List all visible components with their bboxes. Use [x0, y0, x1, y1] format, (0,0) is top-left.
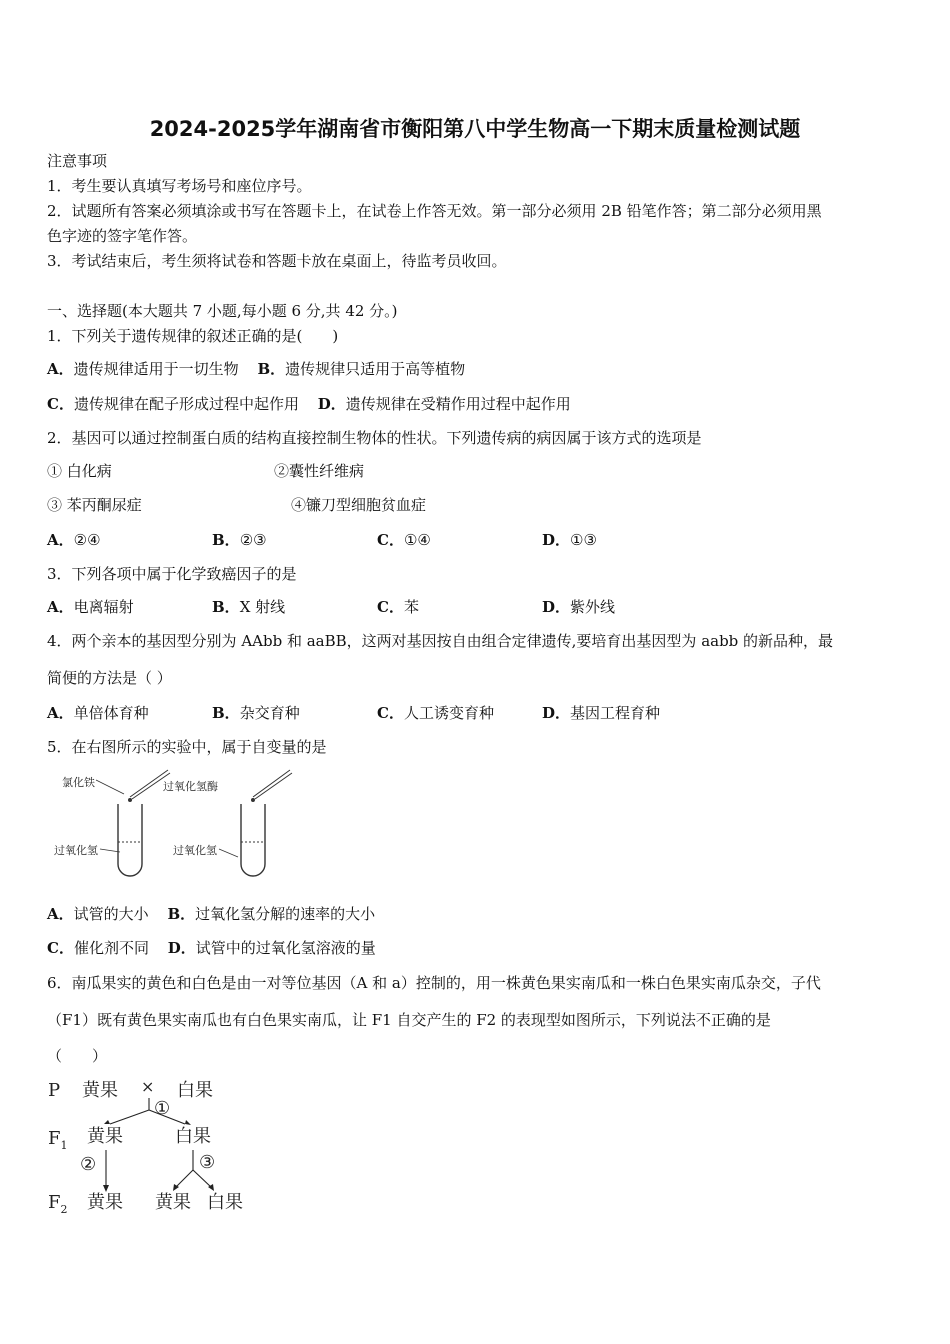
label-peroxide-right: 过氧化氢 — [173, 844, 217, 857]
f1-yellow-fruit: 黄果 — [87, 1126, 123, 1147]
option-text: 紫外线 — [570, 598, 616, 616]
leader-line — [96, 780, 124, 794]
label-ferric-chloride: 氯化铁 — [62, 776, 95, 789]
test-tube-figure — [48, 764, 308, 884]
q3-option-b — [212, 597, 285, 617]
option-letter-c: C． — [47, 939, 74, 957]
notice-item-2: 2．试题所有答案必须填涂或书写在答题卡上，在试卷上作答无效。第一部分必须用 2B 铅笔作答；第二部分必须用黑 — [47, 202, 822, 220]
option-letter-d: D． — [542, 704, 571, 722]
option-letter-a: A． — [47, 360, 74, 378]
q5-options-row-1 — [47, 904, 375, 924]
q5-option-b: 过氧化氢分解的速率的大小 — [195, 905, 376, 923]
question-5 — [47, 737, 327, 757]
question-stem: 下列各项中属于化学致癌因子的是 — [71, 565, 297, 583]
option-letter-d: D． — [317, 395, 346, 413]
q1-option-d: 遗传规律在受精作用过程中起作用 — [345, 395, 571, 413]
option-letter-a: A． — [47, 905, 74, 923]
arrowhead-icon — [103, 1185, 109, 1192]
page-title: 2024-2025学年湖南省市衡阳第八中学生物高一下期末质量检测试题 — [149, 117, 801, 141]
generation-f1-label: $F_1$ — [48, 1128, 68, 1152]
question-number: 6． — [47, 974, 72, 992]
section-heading: 一、选择题(本大题共 7 小题,每小题 6 分,共 42 分。) — [47, 302, 398, 320]
genetics-cross-diagram — [44, 1070, 264, 1220]
q2-option-b — [212, 530, 267, 550]
question-number: 4． — [47, 632, 72, 650]
option-letter-d: D． — [167, 939, 196, 957]
option-letter-b: B． — [257, 360, 286, 378]
f2-yellow-fruit: 黄果 — [87, 1192, 123, 1213]
option-letter-a: A． — [47, 598, 74, 616]
option-text: 苯 — [403, 598, 419, 616]
p-yellow-fruit: 黄果 — [82, 1080, 118, 1101]
option-text: 基因工程育种 — [570, 704, 661, 722]
q1-option-c: 遗传规律在配子形成过程中起作用 — [73, 395, 299, 413]
option-letter-c: C． — [377, 704, 404, 722]
arrow-left — [110, 1110, 149, 1124]
option-letter-b: B． — [212, 531, 240, 549]
step-2-marker: ② — [80, 1154, 97, 1175]
q2-option-d — [542, 530, 597, 550]
option-text: ①③ — [570, 531, 597, 549]
notice-heading: 注意事项 — [47, 152, 108, 170]
option-letter-c: C． — [47, 395, 74, 413]
question-stem: 两个亲本的基因型分别为 AAbb 和 aaBB，这两对基因按自由组合定律遗传,要培育出基因型为 aabb 的新品种，最 — [71, 632, 834, 650]
arrow-left — [175, 1170, 193, 1188]
q1-option-b: 遗传规律只适用于高等植物 — [285, 360, 466, 378]
question-6-cont: （F1）既有黄色果实南瓜也有白色果实南瓜，让 F1 自交产生的 F2 的表现型如图所示，下列说法不正确的是 — [47, 1011, 771, 1029]
step-3-marker: ③ — [199, 1152, 216, 1173]
question-6 — [47, 973, 821, 993]
option-letter-a: A． — [47, 531, 74, 549]
leader-line — [219, 849, 238, 857]
question-number: 2． — [47, 429, 72, 447]
arrowhead-icon — [185, 1120, 191, 1125]
step-1-marker: ① — [154, 1098, 171, 1119]
p-white-fruit: 白果 — [177, 1080, 213, 1101]
question-2 — [47, 428, 702, 448]
option-letter-d: D． — [542, 598, 571, 616]
option-letter-c: C． — [377, 531, 404, 549]
option-letter-c: C． — [377, 598, 404, 616]
q4-option-a — [47, 703, 149, 723]
question-number: 1． — [47, 327, 72, 345]
q1-options-row-2 — [47, 394, 571, 414]
test-tube-left — [118, 804, 142, 876]
generation-f2-label: $F_2$ — [48, 1192, 68, 1216]
option-letter-d: D． — [542, 531, 571, 549]
option-text: ②③ — [239, 531, 267, 549]
q3-option-d — [542, 597, 615, 617]
option-text: ②④ — [73, 531, 101, 549]
q1-option-a: 遗传规律适用于一切生物 — [73, 360, 239, 378]
question-stem: 南瓜果实的黄色和白色是由一对等位基因（A 和 a）控制的，用一株黄色果实南瓜和一株白色果实南瓜杂交，子代 — [71, 974, 821, 992]
option-text: 杂交育种 — [239, 704, 300, 722]
q5-option-c: 催化剂不同 — [73, 939, 149, 957]
q2-option-c — [377, 530, 431, 550]
option-text: 单倍体育种 — [73, 704, 149, 722]
question-3 — [47, 564, 297, 584]
label-catalase: 过氧化氢酶 — [163, 780, 218, 793]
arrowhead-icon — [104, 1120, 110, 1124]
q4-option-b — [212, 703, 300, 723]
q2-item-2: ②囊性纤维病 — [274, 462, 365, 480]
test-tube-right — [241, 804, 265, 876]
q5-options-row-2 — [47, 938, 376, 958]
q5-option-d: 试管中的过氧化氢溶液的量 — [195, 939, 376, 957]
leader-line — [100, 849, 120, 852]
q4-option-c — [377, 703, 494, 723]
option-letter-b: B． — [212, 704, 240, 722]
option-text: 人工诱变育种 — [403, 704, 494, 722]
notice-item-2-cont: 色字迹的签字笔作答。 — [47, 227, 198, 245]
option-text: 电离辐射 — [73, 598, 134, 616]
q2-item-4: ④镰刀型细胞贫血症 — [291, 496, 427, 514]
question-stem: 基因可以通过控制蛋白质的结构直接控制生物体的性状。下列遗传病的病因属于该方式的选项是 — [71, 429, 702, 447]
q2-option-a — [47, 530, 101, 550]
option-text: X 射线 — [239, 598, 286, 616]
q3-option-c — [377, 597, 419, 617]
q1-options-row-1 — [47, 359, 465, 379]
dropper-icon — [251, 770, 292, 802]
label-peroxide-left: 过氧化氢 — [54, 844, 98, 857]
question-number: 3． — [47, 565, 72, 583]
notice-item-1: 1．考生要认真填写考场号和座位序号。 — [47, 177, 312, 195]
question-4-cont: 简便的方法是（ ） — [47, 669, 172, 687]
cross-symbol: × — [141, 1077, 155, 1096]
f2-white-fruit: 白果 — [207, 1192, 243, 1213]
q5-option-a: 试管的大小 — [73, 905, 149, 923]
option-text: ①④ — [403, 531, 431, 549]
option-letter-b: B． — [212, 598, 240, 616]
q2-item-3: ③ 苯丙酮尿症 — [47, 496, 142, 514]
generation-p-label: P — [48, 1080, 61, 1101]
option-letter-a: A． — [47, 704, 74, 722]
question-1 — [47, 326, 338, 346]
q2-item-1: ① 白化病 — [47, 462, 112, 480]
question-4 — [47, 631, 833, 651]
q4-option-d — [542, 703, 660, 723]
q3-option-a — [47, 597, 134, 617]
question-stem: 下列关于遗传规律的叙述正确的是( ) — [71, 327, 339, 345]
question-6-blank: （ ） — [47, 1047, 108, 1065]
f1-white-fruit: 白果 — [175, 1126, 211, 1147]
notice-item-3: 3．考试结束后，考生须将试卷和答题卡放在桌面上，待监考员收回。 — [47, 252, 507, 270]
question-number: 5． — [47, 738, 72, 756]
f2-yellow-fruit-2: 黄果 — [155, 1192, 191, 1213]
option-letter-b: B． — [167, 905, 196, 923]
question-stem: 在右图所示的实验中，属于自变量的是 — [71, 738, 327, 756]
